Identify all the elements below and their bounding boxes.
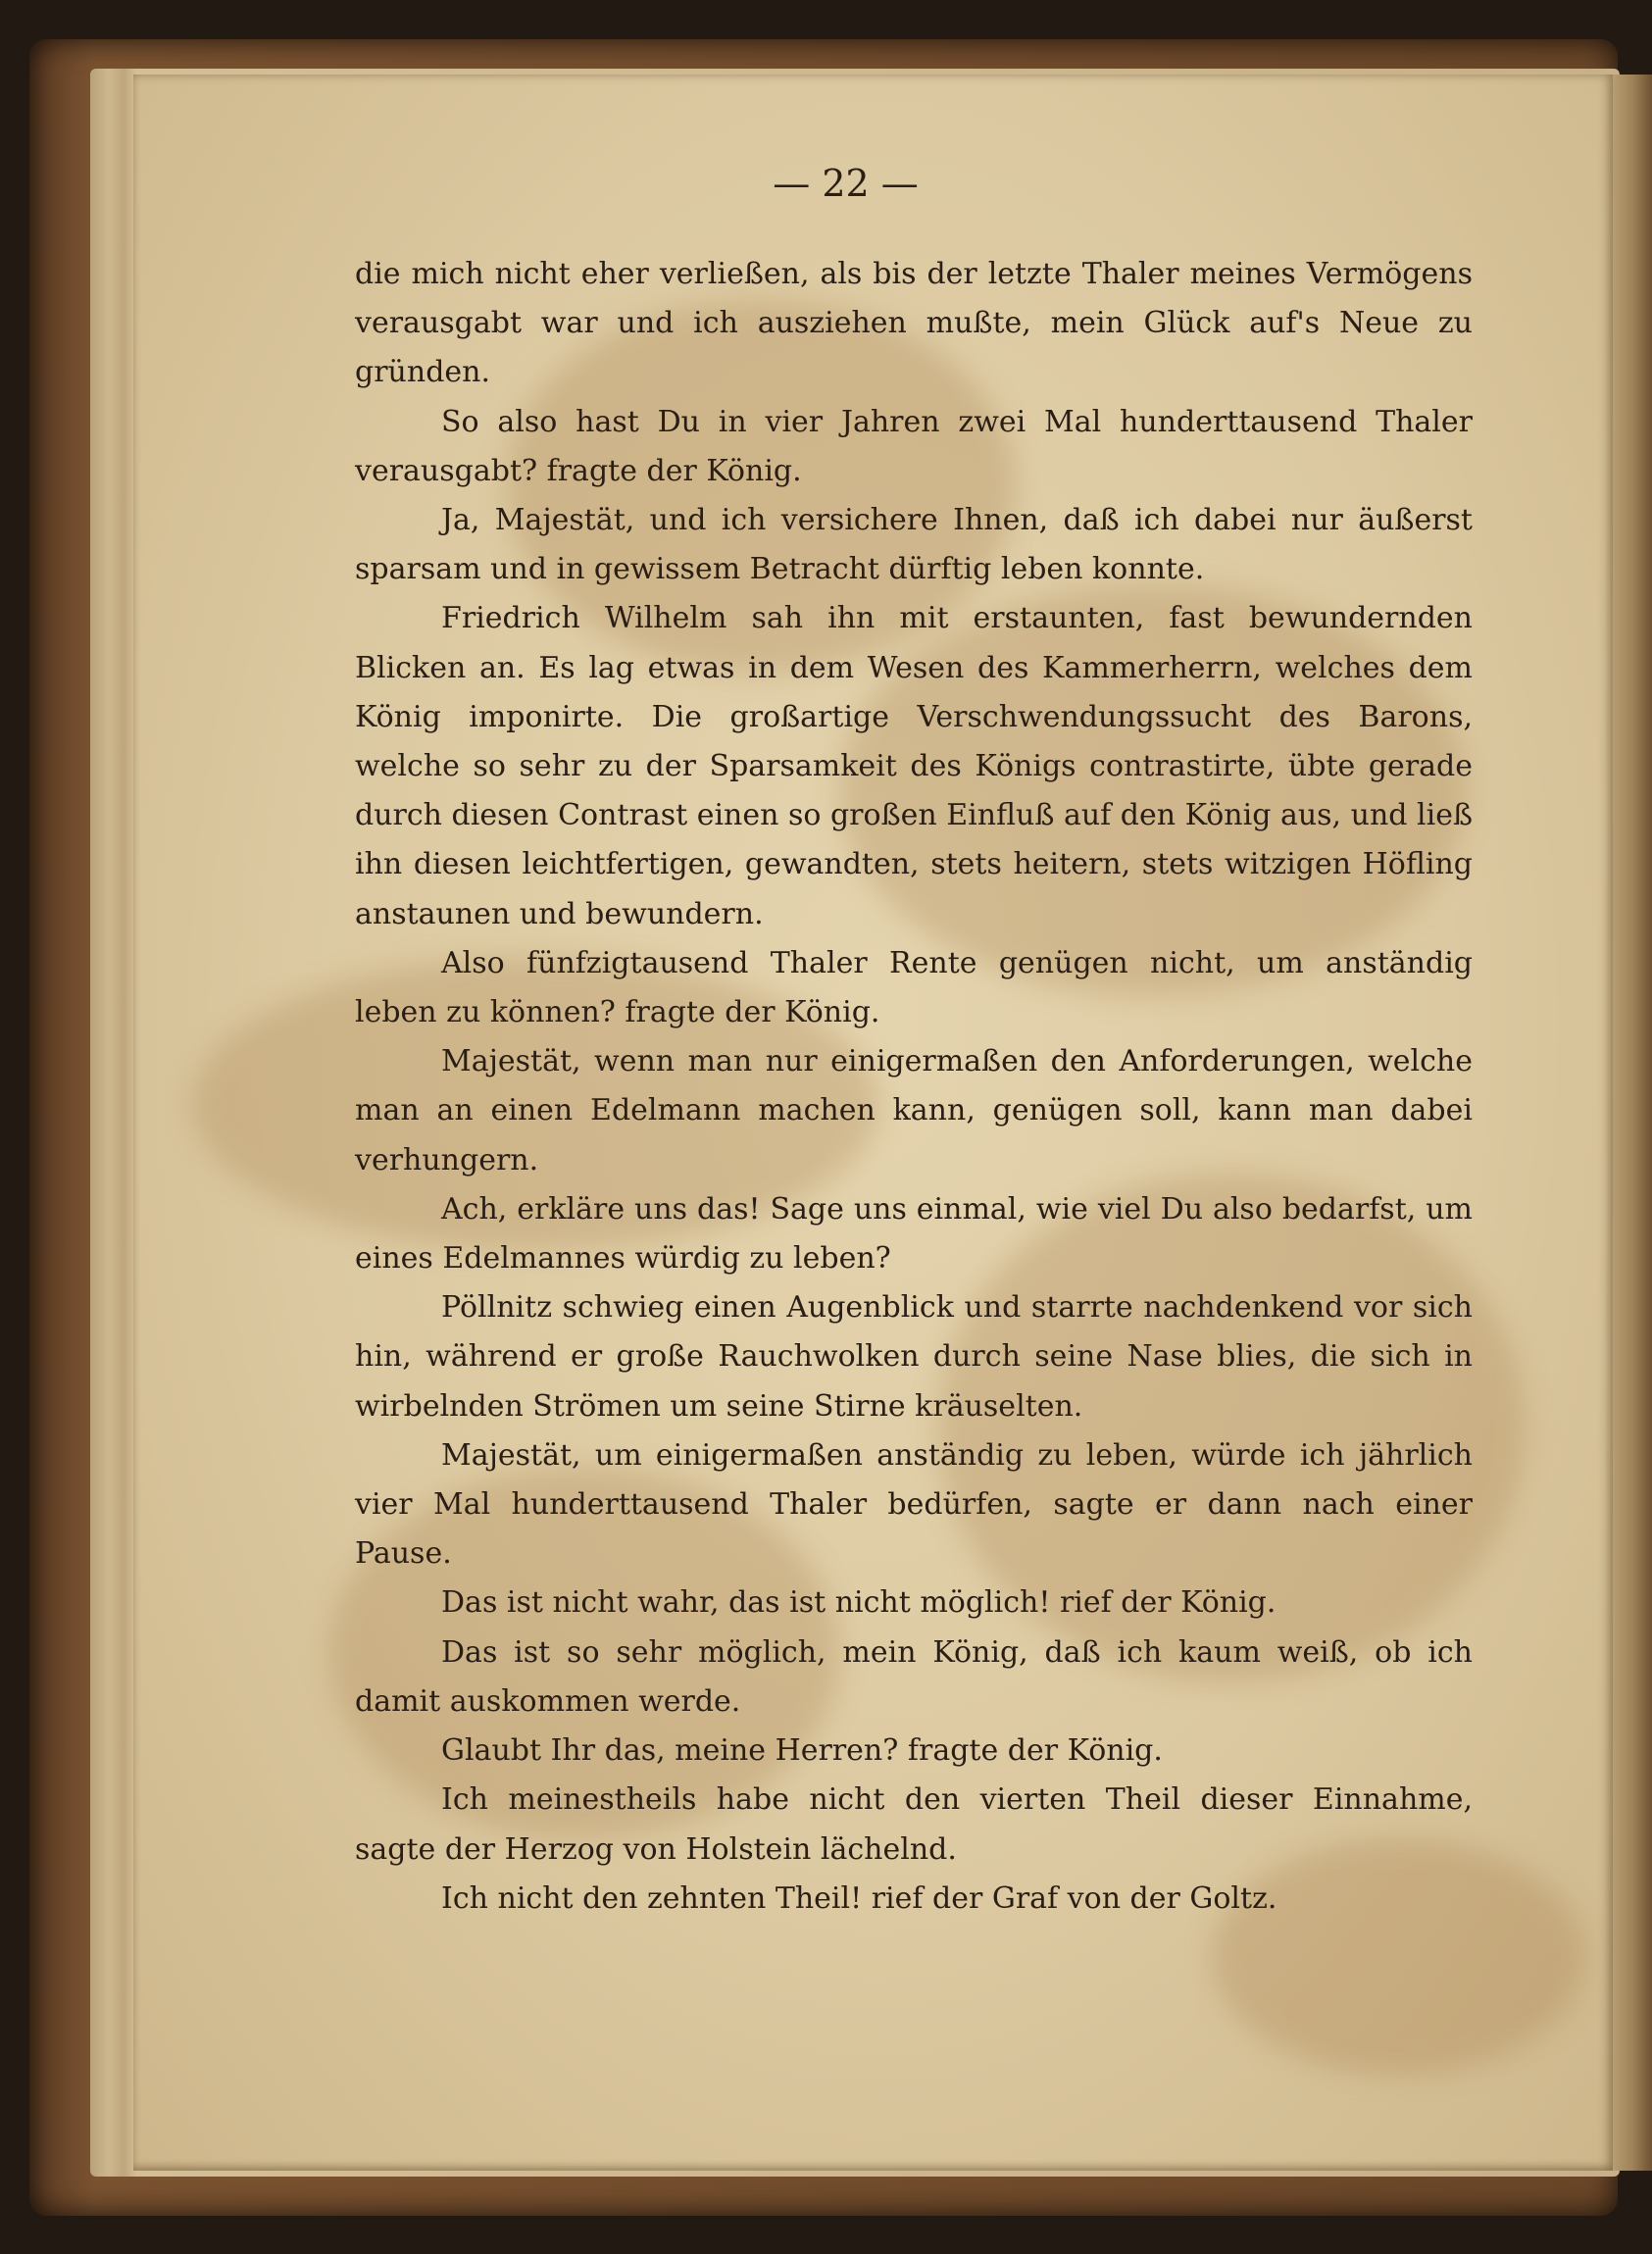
paragraph: Ach, erkläre uns das! Sage uns einmal, wie viel Du also bedarfst, um eines Edelmannes würdig zu leben? [355,1191,1473,1277]
page-edge [1613,75,1652,2171]
page-number: — 22 — [773,162,919,205]
paragraph: Das ist nicht wahr, das ist nicht möglich! rief der König. [441,1585,1277,1621]
paragraph: Ja, Majestät, und ich versichere Ihnen, daß ich dabei nur äußerst sparsam und in gewissem Betracht dürftig leben konnte. [355,503,1473,587]
paragraph: Also fünfzigtausend Thaler Rente genügen nicht, um anständig leben zu können? fragte der König. [355,945,1473,1030]
paragraph: Ich meinestheils habe nicht den vierten Theil dieser Einnahme, sagte der Herzog von Holstein lächelnd. [355,1782,1473,1867]
paragraph: So also hast Du in vier Jahren zwei Mal hunderttausend Thaler verausgabt? fragte der König. [355,404,1473,488]
paragraph: Das ist so sehr möglich, mein König, daß ich kaum weiß, ob ich damit auskommen werde. [355,1634,1473,1719]
paragraph: Majestät, wenn man nur einigermaßen den Anforderungen, welche man an einen Edelmann machen kann, genügen soll, kann man dabei verhungern. [355,1044,1473,1177]
paragraph: Glaubt Ihr das, meine Herren? fragte der König. [441,1733,1163,1769]
body-text [355,250,1473,1924]
paragraph: Ich nicht den zehnten Theil! rief der Graf von der Goltz. [441,1880,1277,1916]
paragraph: Majestät, um einigermaßen anständig zu leben, würde ich jährlich vier Mal hunderttausend Thaler bedürfen, sagte er dann nach einer Pause. [355,1437,1473,1572]
paragraph: Pöllnitz schwieg einen Augenblick und starrte nachdenkend vor sich hin, während er große Rauchwolken durch seine Nase blies, die sich in wirbelnden Strömen um seine Stirne kräuselten. [355,1290,1473,1424]
paragraph: Friedrich Wilhelm sah ihn mit erstaunten, fast bewundernden Blicken an. Es lag etwas in dem Wesen des Kammerherrn, welches dem König imponirte. Die großartige Verschwendungssucht des Barons, welche so sehr zu der Sparsamkeit des Königs contrastirte, übte gerade durch diesen Contrast einen so großen Einfluß auf den König aus, und ließ ihn diesen leichtfertigen, gewandten, stets heitern, stets witzigen Höfling anstaunen und bewundern. [355,601,1473,931]
paragraph: die mich nicht eher verließen, als bis der letzte Thaler meines Vermögens verausgabt war und ich ausziehen mußte, mein Glück auf's Neue zu gründen. [355,257,1473,390]
